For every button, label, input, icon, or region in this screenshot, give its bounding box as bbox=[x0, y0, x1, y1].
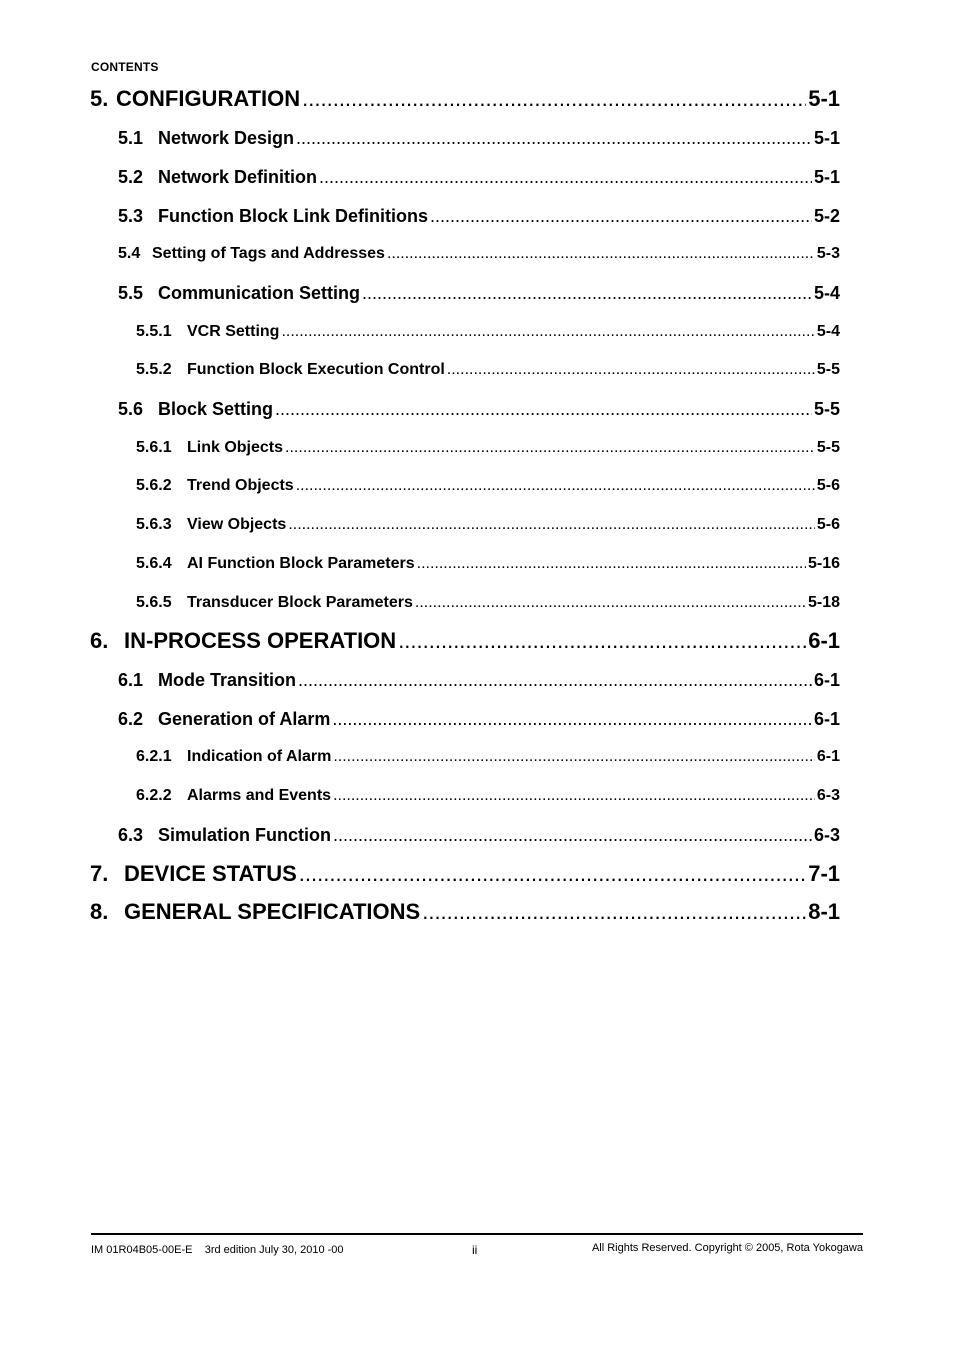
toc-entry-5-5-2[interactable] bbox=[136, 361, 840, 379]
toc-page: 5-1 bbox=[813, 128, 840, 148]
toc-page: 5-6 bbox=[816, 516, 840, 533]
toc-number: 8. bbox=[90, 899, 109, 924]
footer-document-id: IM 01R04B05-00E-E 3rd edition July 30, 2010 -00 bbox=[91, 1244, 344, 1256]
toc-entry-5-5-1[interactable] bbox=[136, 323, 840, 341]
toc-title: Alarms and Events bbox=[187, 787, 332, 804]
toc-title: Link Objects bbox=[187, 439, 284, 456]
toc-entry-5-6[interactable] bbox=[118, 399, 840, 420]
toc-leader bbox=[415, 594, 806, 612]
toc-number: 6.2.2 bbox=[136, 787, 172, 804]
toc-leader bbox=[299, 861, 806, 887]
toc-number: 6. bbox=[90, 628, 109, 653]
toc-leader bbox=[281, 323, 814, 341]
toc-page: 5-6 bbox=[816, 477, 840, 494]
toc-page: 6-3 bbox=[816, 787, 840, 804]
toc-number: 6.1 bbox=[118, 670, 144, 690]
toc-page: 6-1 bbox=[813, 670, 840, 690]
toc-title: Network Definition bbox=[158, 167, 318, 187]
toc-page: 8-1 bbox=[808, 899, 840, 924]
toc-leader bbox=[296, 128, 812, 149]
toc-page: 5-2 bbox=[813, 206, 840, 226]
footer-divider bbox=[91, 1233, 863, 1235]
toc-leader bbox=[319, 167, 812, 188]
toc-entry-6-1[interactable] bbox=[118, 670, 840, 691]
toc-title: Trend Objects bbox=[187, 477, 294, 494]
toc-title: IN-PROCESS OPERATION bbox=[124, 628, 397, 653]
toc-title: Block Setting bbox=[158, 399, 274, 419]
toc-number: 5.5 bbox=[118, 283, 144, 303]
toc-number: 7. bbox=[90, 861, 109, 886]
toc-page: 5-4 bbox=[816, 323, 840, 340]
toc-leader bbox=[275, 399, 812, 420]
toc-title: VCR Setting bbox=[187, 323, 280, 340]
toc-number: 5.6.1 bbox=[136, 439, 172, 456]
toc-number: 5.5.1 bbox=[136, 323, 172, 340]
toc-number: 5.6 bbox=[118, 399, 144, 419]
toc-number: 5.3 bbox=[118, 206, 144, 226]
toc-entry-5-6-5[interactable] bbox=[136, 594, 840, 612]
toc-number: 5.4 bbox=[118, 245, 141, 262]
toc-leader bbox=[332, 709, 812, 730]
toc-page: 5-1 bbox=[808, 86, 840, 111]
toc-entry-6-2-2[interactable] bbox=[136, 787, 840, 805]
toc-leader bbox=[430, 206, 812, 227]
toc-page: 5-5 bbox=[816, 439, 840, 456]
toc-title: Communication Setting bbox=[158, 283, 360, 303]
toc-title: Network Design bbox=[158, 128, 295, 148]
toc-leader bbox=[362, 283, 812, 304]
toc-title: View Objects bbox=[187, 516, 287, 533]
toc-entry-5-2[interactable] bbox=[118, 167, 840, 188]
toc-entry-5-4[interactable] bbox=[118, 245, 840, 263]
toc-number: 5.1 bbox=[118, 128, 144, 148]
toc-page: 5-5 bbox=[816, 361, 840, 378]
toc-entry-5-6-2[interactable] bbox=[136, 477, 840, 495]
toc-title: Generation of Alarm bbox=[158, 709, 331, 729]
toc-leader bbox=[398, 628, 806, 654]
toc-leader bbox=[288, 516, 815, 534]
toc-page: 6-3 bbox=[813, 825, 840, 845]
toc-entry-6-2[interactable] bbox=[118, 709, 840, 730]
toc-leader bbox=[333, 748, 815, 766]
toc-leader bbox=[333, 787, 815, 805]
toc-page: 5-18 bbox=[807, 594, 840, 611]
toc-title: AI Function Block Parameters bbox=[187, 555, 415, 572]
toc-number: 5.6.4 bbox=[136, 555, 172, 572]
toc-leader bbox=[302, 86, 806, 112]
toc-page: 5-3 bbox=[816, 245, 840, 262]
toc-leader bbox=[422, 899, 806, 925]
toc-page: 5-16 bbox=[807, 555, 840, 572]
toc-page: 6-1 bbox=[808, 628, 840, 653]
toc-title: GENERAL SPECIFICATIONS bbox=[124, 899, 421, 924]
toc-title: CONFIGURATION bbox=[116, 86, 301, 111]
toc-page: 6-1 bbox=[816, 748, 840, 765]
toc-leader bbox=[417, 555, 806, 573]
toc-page: 6-1 bbox=[813, 709, 840, 729]
toc-entry-6-3[interactable] bbox=[118, 825, 840, 846]
footer-page-number: ii bbox=[472, 1243, 478, 1257]
toc-entry-6-2-1[interactable] bbox=[136, 748, 840, 766]
toc-title: Transducer Block Parameters bbox=[187, 594, 413, 611]
toc-number: 6.3 bbox=[118, 825, 144, 845]
toc-number: 5. bbox=[90, 86, 109, 111]
toc-entry-5-6-1[interactable] bbox=[136, 439, 840, 457]
toc-number: 6.2.1 bbox=[136, 748, 172, 765]
toc-page: 5-5 bbox=[813, 399, 840, 419]
toc-entry-8[interactable] bbox=[90, 899, 840, 925]
toc-number: 5.6.3 bbox=[136, 516, 172, 533]
contents-header: CONTENTS bbox=[91, 60, 159, 74]
toc-leader bbox=[387, 245, 815, 263]
toc-entry-5-1[interactable] bbox=[118, 128, 840, 149]
toc-title: Function Block Execution Control bbox=[187, 361, 445, 378]
toc-entry-5-3[interactable] bbox=[118, 206, 840, 227]
toc-entry-7[interactable] bbox=[90, 861, 840, 887]
toc-title: Setting of Tags and Addresses bbox=[152, 245, 385, 262]
toc-leader bbox=[333, 825, 812, 846]
toc-title: Indication of Alarm bbox=[187, 748, 332, 765]
toc-page: 5-1 bbox=[813, 167, 840, 187]
toc-leader bbox=[296, 477, 815, 495]
toc-entry-5-6-4[interactable] bbox=[136, 555, 840, 573]
toc-number: 5.6.5 bbox=[136, 594, 172, 611]
toc-title: Mode Transition bbox=[158, 670, 297, 690]
toc-title: Function Block Link Definitions bbox=[158, 206, 428, 226]
toc-leader bbox=[285, 439, 815, 457]
footer-copyright: All Rights Reserved. Copyright © 2005, Rota Yokogawa bbox=[591, 1242, 863, 1254]
toc-leader bbox=[298, 670, 812, 691]
toc-page: 5-4 bbox=[813, 283, 840, 303]
toc-title: Simulation Function bbox=[158, 825, 331, 845]
toc-entry-5-6-3[interactable] bbox=[136, 516, 840, 534]
toc-title: DEVICE STATUS bbox=[124, 861, 297, 886]
toc-entry-6[interactable] bbox=[90, 628, 840, 654]
toc-leader bbox=[447, 361, 815, 379]
toc-number: 5.2 bbox=[118, 167, 144, 187]
toc-entry-5-5[interactable] bbox=[118, 283, 840, 304]
toc-number: 5.6.2 bbox=[136, 477, 172, 494]
toc-number: 5.5.2 bbox=[136, 361, 172, 378]
toc-entry-5[interactable] bbox=[90, 86, 840, 112]
toc-page: 7-1 bbox=[808, 861, 840, 886]
toc-number: 6.2 bbox=[118, 709, 144, 729]
